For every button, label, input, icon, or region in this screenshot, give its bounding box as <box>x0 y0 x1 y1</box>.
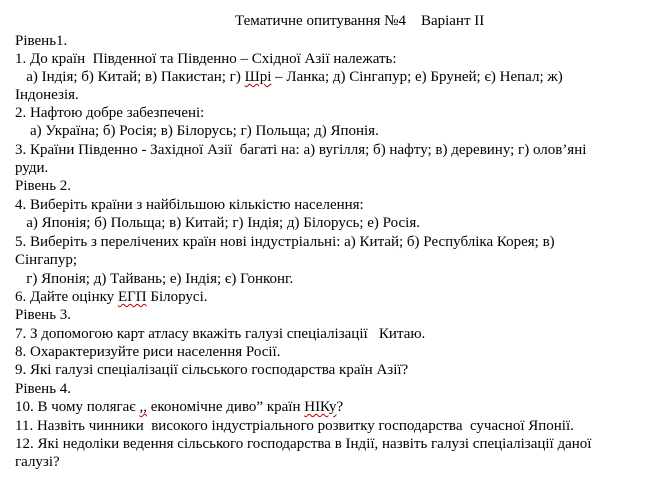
question-8: 8. Охарактеризуйте риси населення Росії. <box>15 344 281 360</box>
question-4-options: а) Японія; б) Польща; в) Китай; г) Індія; д) Білорусь; е) Росія. <box>15 215 420 231</box>
question-1-options-cont: Індонезія. <box>15 87 79 103</box>
question-7: 7. З допомогою карт атласу вкажіть галузі спеціалізації Китаю. <box>15 326 426 342</box>
question-6-part1: 6. Дайте оцінку <box>15 289 118 305</box>
question-3: 3. Країни Південно - Західної Азії багаті на: а) вугілля; б) нафту; в) деревину; г) олов’яні <box>15 142 587 158</box>
spellcheck-word: ЕГП <box>117 289 147 305</box>
question-2: 2. Нафтою добре забезпечені: <box>15 105 205 121</box>
question-11: 11. Назвіть чинники високого індустріального розвитку господарства сучасної Японії. <box>15 418 574 434</box>
spellcheck-word: ,, <box>139 399 147 415</box>
question-5-options: г) Японія; д) Тайвань; е) Індія; є) Гонконг. <box>15 271 294 287</box>
question-6 <box>15 288 208 306</box>
page-title: Тематичне опитування №4 Варіант ІІ <box>235 13 485 29</box>
question-1-options <box>15 68 563 86</box>
question-5-cont: Сінгапур; <box>15 252 78 268</box>
question-1-options-part1: а) Індія; б) Китай; в) Пакистан; г) <box>15 69 245 85</box>
question-10 <box>15 398 343 416</box>
question-10-part2: економічне диво” країн <box>146 399 305 415</box>
question-10-part3: ? <box>336 399 344 415</box>
question-6-part2: Білорусі. <box>146 289 208 305</box>
question-2-options: а) Україна; б) Росія; в) Білорусь; г) Польща; д) Японія. <box>15 123 379 139</box>
question-3-cont: руди. <box>15 160 49 176</box>
spellcheck-word: Шрі <box>244 69 272 85</box>
question-1: 1. До країн Південної та Південно – Східної Азії належать: <box>15 51 397 67</box>
spellcheck-word: НІКу <box>304 399 337 415</box>
question-5: 5. Виберіть з перелічених країн нові індустріальні: а) Китай; б) Республіка Корея; в) <box>15 234 555 250</box>
level-4-heading: Рівень 4. <box>15 381 72 397</box>
question-12-cont: галузі? <box>15 454 60 470</box>
question-4: 4. Виберіть країни з найбільшою кількістю населення: <box>15 197 364 213</box>
question-1-options-part2: – Ланка; д) Сінгапур; е) Бруней; є) Непал; ж) <box>271 69 563 85</box>
level-2-heading: Рівень 2. <box>15 178 72 194</box>
question-9: 9. Які галузі спеціалізації сільського господарства країн Азії? <box>15 362 409 378</box>
level-1-heading: Рівень1. <box>15 33 68 49</box>
question-12: 12. Які недоліки ведення сільського господарства в Індії, назвіть галузі спеціалізації даної <box>15 436 592 452</box>
question-10-part1: 10. В чому полягає <box>15 399 140 415</box>
level-3-heading: Рівень 3. <box>15 307 72 323</box>
